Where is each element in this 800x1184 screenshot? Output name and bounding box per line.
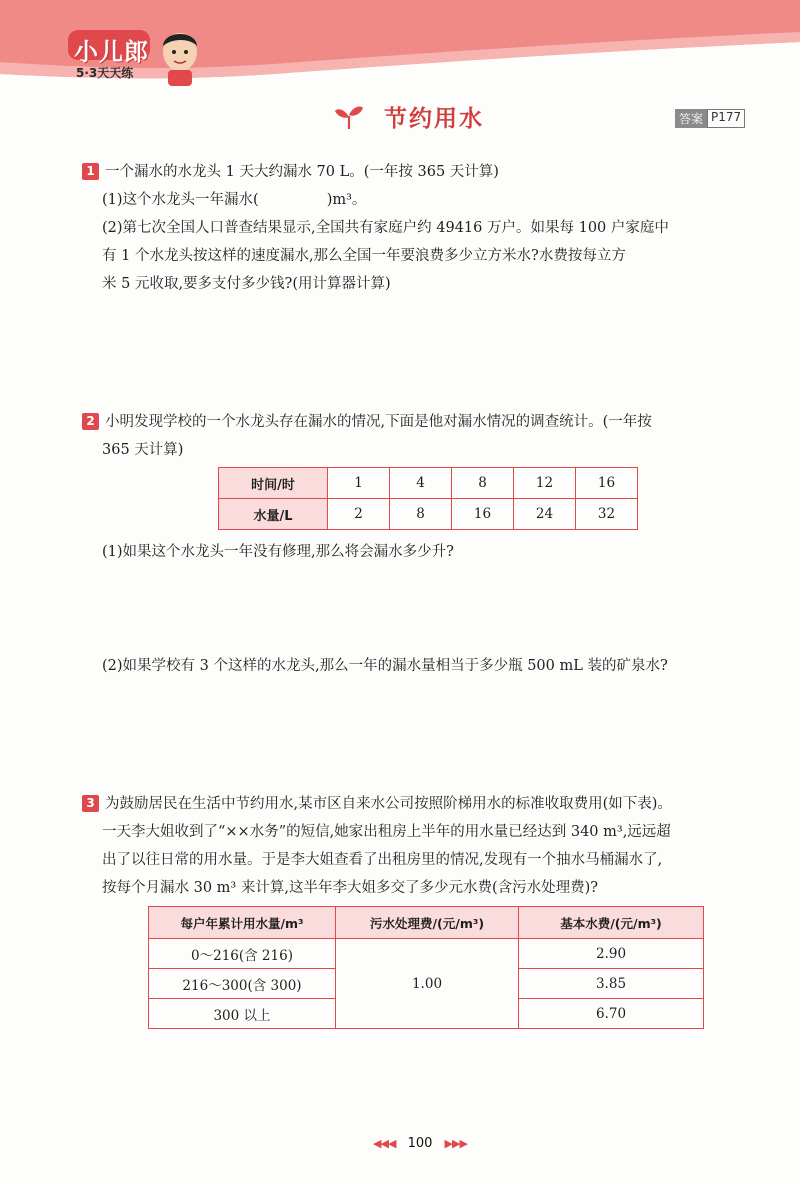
q2-table-cell: 16 [452, 499, 514, 530]
q1-part1 [102, 188, 366, 209]
q2-table-row-volume [219, 499, 638, 530]
q1-part1-after: )m³。 [326, 192, 367, 208]
q3-sewage-fee-cell: 1.00 [336, 939, 519, 1029]
q1-part2-line1: (2)第七次全国人口普查结果显示,全国共有家庭户约 49416 万户。如果每 100 户家庭中 [102, 220, 669, 236]
q2-table-cell: 16 [576, 468, 638, 499]
left-arrows-icon: ◀◀◀ [373, 1137, 396, 1150]
q2-stem-line1 [82, 410, 652, 431]
q1-part2-line3: 米 5 元收取,要多支付多少钱?(用计算器计算) [102, 276, 391, 292]
page-title-area [320, 98, 540, 138]
q2-table-cell: 12 [514, 468, 576, 499]
q2-table-header-time: 时间/时 [219, 468, 328, 499]
page-number: 100 [407, 1136, 433, 1151]
q3-stem-text: 为鼓励居民在生活中节约用水,某市区自来水公司按照阶梯用水的标准收取费用(如下表)。 [105, 796, 672, 812]
answer-page: P177 [707, 109, 745, 128]
q3-water-fee-table [148, 906, 704, 1029]
q1-stem [82, 160, 499, 181]
q3-stem-line2: 一天李大姐收到了“××水务”的短信,她家出租房上半年的用水量已经达到 340 m³,远远超 [102, 824, 671, 840]
q2-table-cell: 32 [576, 499, 638, 530]
q1-number: 1 [82, 163, 99, 180]
page-footer [350, 1136, 490, 1151]
q1-stem-text: 一个漏水的水龙头 1 天大约漏水 70 L。(一年按 365 天计算) [105, 164, 499, 180]
q2-table-header-volume: 水量/L [219, 499, 328, 530]
q3-header-basic: 基本水费/(元/m³) [519, 907, 704, 939]
q2-table-cell: 8 [452, 468, 514, 499]
q2-number: 2 [82, 413, 99, 430]
q2-table-cell: 24 [514, 499, 576, 530]
answer-label: 答案 [675, 109, 707, 128]
q2-table-row-time [219, 468, 638, 499]
q3-header-usage: 每户年累计用水量/m³ [149, 907, 336, 939]
q3-stem-line3: 出了以往日常的用水量。于是李大姐查看了出租房里的情况,发现有一个抽水马桶漏水了, [102, 852, 663, 868]
right-arrows-icon: ▶▶▶ [444, 1137, 467, 1150]
q3-stem-line4: 按每个月漏水 30 m³ 来计算,这半年李大姐多交了多少元水费(含污水处理费)? [102, 880, 599, 896]
q3-basic-fee-cell: 2.90 [519, 939, 704, 969]
page-title: 节约用水 [384, 106, 484, 132]
q3-table-header-row [149, 907, 704, 939]
q3-range-cell: 300 以上 [149, 999, 336, 1029]
q2-table-cell: 4 [390, 468, 452, 499]
q3-basic-fee-cell: 3.85 [519, 969, 704, 999]
q3-header-sewage: 污水处理费/(元/m³) [336, 907, 519, 939]
q2-table-cell: 1 [328, 468, 390, 499]
brand-name: 小儿郎 [74, 38, 149, 66]
q1-part1-before: (1)这个水龙头一年漏水( [102, 192, 259, 208]
q3-number: 3 [82, 795, 99, 812]
q2-stem-text: 小明发现学校的一个水龙头存在漏水的情况,下面是他对漏水情况的调查统计。(一年按 [105, 414, 652, 430]
q2-leak-table [218, 467, 638, 530]
q2-table-cell: 2 [328, 499, 390, 530]
answer-reference [675, 109, 745, 128]
q2-part1: (1)如果这个水龙头一年没有修理,那么将会漏水多少升? [102, 544, 454, 560]
q3-table-row [149, 939, 704, 969]
q2-stem-line2: 365 天计算) [102, 442, 184, 458]
q3-basic-fee-cell: 6.70 [519, 999, 704, 1029]
brand-series: 5·3天天练 [76, 66, 134, 80]
sprout-icon [334, 104, 364, 130]
q2-table-cell: 8 [390, 499, 452, 530]
q3-range-cell: 0～216(含 216) [149, 939, 336, 969]
q2-part2: (2)如果学校有 3 个这样的水龙头,那么一年的漏水量相当于多少瓶 500 mL 装的矿泉水? [102, 658, 668, 674]
q1-part2-line2: 有 1 个水龙头按这样的速度漏水,那么全国一年要浪费多少立方米水?水费按每立方 [102, 248, 626, 264]
q3-range-cell: 216～300(含 300) [149, 969, 336, 999]
q3-stem-line1 [82, 792, 672, 813]
